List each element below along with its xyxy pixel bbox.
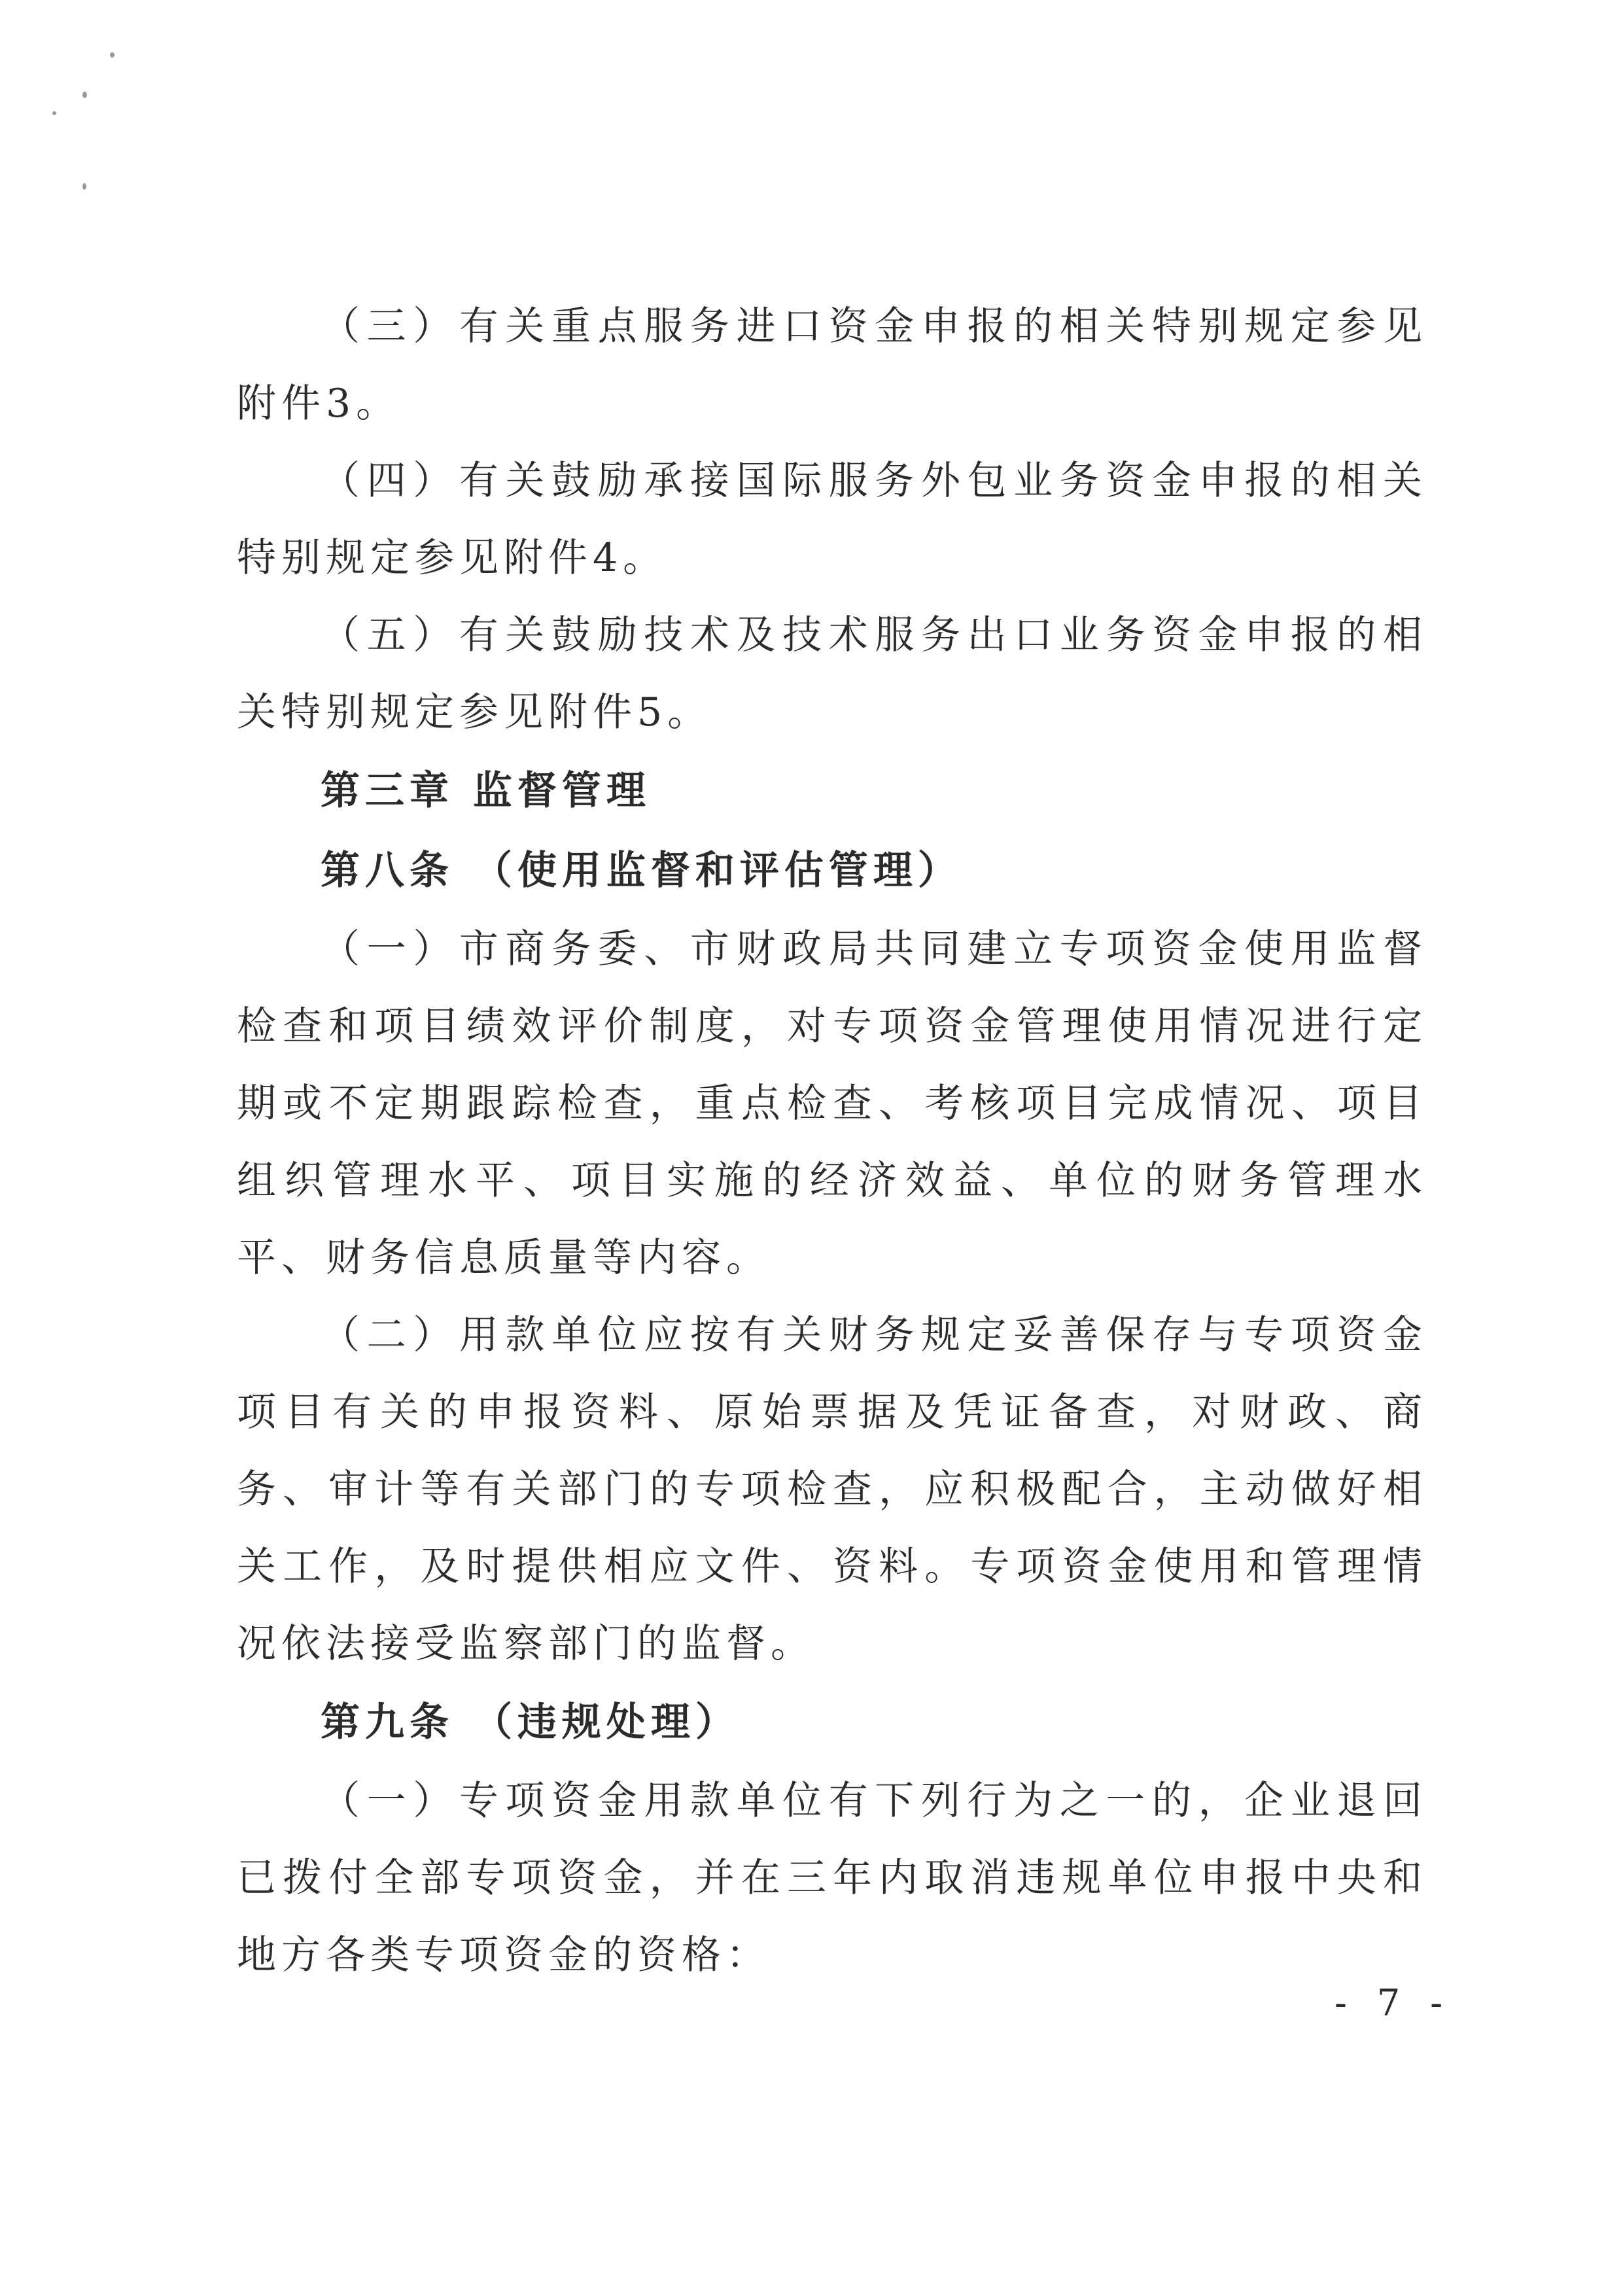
scan-speck xyxy=(82,92,87,98)
page-number: - 7 - xyxy=(1335,1982,1452,2025)
scan-speck xyxy=(52,111,56,115)
document-body xyxy=(237,288,1427,1994)
paragraph-item-4: （四）有关鼓励承接国际服务外包业务资金申报的相关特别规定参见附件4。 xyxy=(237,458,1427,581)
article-8-heading: 第八条 （使用监督和评估管理） xyxy=(321,848,962,894)
paragraph-item-5: （五）有关鼓励技术及技术服务出口业务资金申报的相关特别规定参见附件5。 xyxy=(237,612,1427,735)
chapter-heading: 第三章 监督管理 xyxy=(321,768,651,814)
article-9-clause-1: （一）专项资金用款单位有下列行为之一的，企业退回已拨付全部专项资金，并在三年内取消违规单位申报中央和地方各类专项资金的资格： xyxy=(237,1778,1427,1978)
scan-speck xyxy=(110,52,114,58)
article-8-clause-2: （二）用款单位应按有关财务规定妥善保存与专项资金项目有关的申报资料、原始票据及凭证备查，对财政、商务、审计等有关部门的专项检查，应积极配合，主动做好相关工作，及时提供相应文件、资料。专项资金使用和管理情况依法接受监察部门的监督。 xyxy=(237,1312,1427,1667)
article-9-heading: 第九条 （违规处理） xyxy=(321,1699,740,1745)
article-8-clause-1: （一）市商务委、市财政局共同建立专项资金使用监督检查和项目绩效评价制度，对专项资金管理使用情况进行定期或不定期跟踪检查，重点检查、考核项目完成情况、项目组织管理水平、项目实施的经济效益、单位的财务管理水平、财务信息质量等内容。 xyxy=(237,926,1427,1281)
paragraph-item-3: （三）有关重点服务进口资金申报的相关特别规定参见附件3。 xyxy=(237,304,1427,426)
scan-speck xyxy=(82,183,86,190)
